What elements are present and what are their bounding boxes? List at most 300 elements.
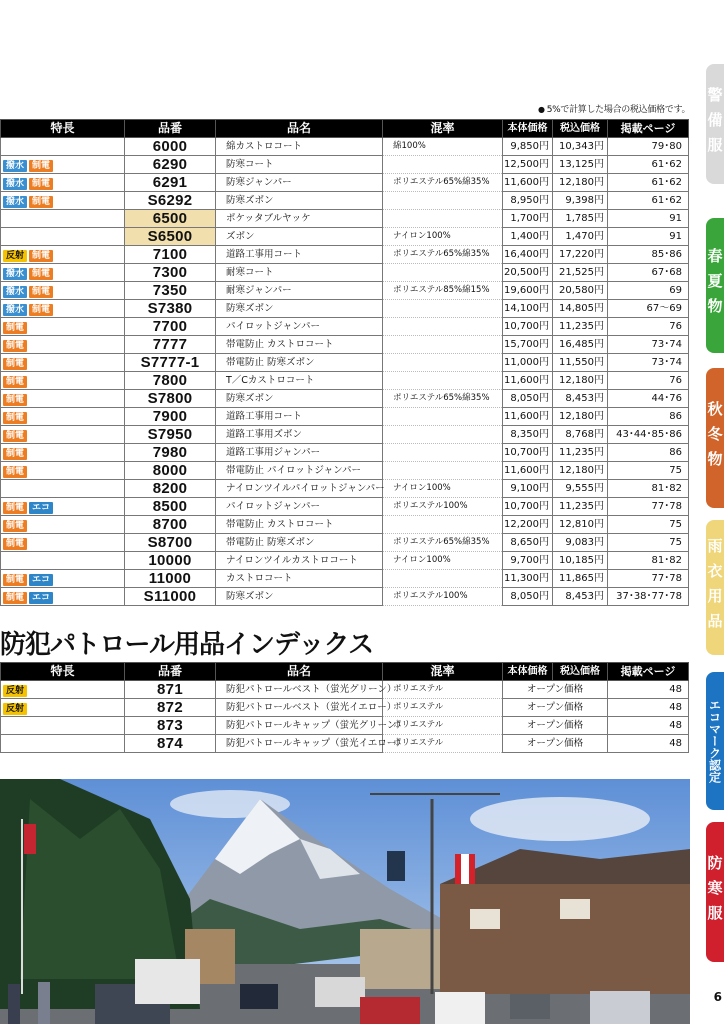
base-price: 11,600円 [503, 462, 553, 480]
feature-badge: 撥水 [3, 286, 27, 298]
fabric-mix: ポリエステル65%綿35% [383, 390, 503, 408]
feature-cell [1, 390, 125, 408]
base-price: 1,400円 [503, 228, 553, 246]
feature-cell [1, 534, 125, 552]
feature-badge: 制電 [29, 196, 53, 208]
table-row [1, 462, 689, 480]
tax-price: 13,125円 [553, 156, 608, 174]
fabric-mix: ポリエステル [383, 681, 503, 699]
feature-cell [1, 570, 125, 588]
feature-badge: 撥水 [3, 304, 27, 316]
product-code: S11000 [125, 588, 216, 606]
product-code: S7800 [125, 390, 216, 408]
fabric-mix [383, 516, 503, 534]
product-name: カストロコート [216, 570, 383, 588]
feature-cell [1, 138, 125, 156]
product-index-table [0, 119, 689, 606]
patrol-index-table [0, 662, 689, 753]
catalog-page: 48 [608, 699, 689, 717]
fabric-mix [383, 426, 503, 444]
product-code: 7350 [125, 282, 216, 300]
fabric-mix: ポリエステル65%綿35% [383, 174, 503, 192]
product-code: 8200 [125, 480, 216, 498]
product-name: ナイロンツイルパイロットジャンパー [216, 480, 383, 498]
header-base-price: 本体価格 [503, 120, 553, 138]
table-row [1, 717, 689, 735]
product-name: 道路工事用ズボン [216, 426, 383, 444]
feature-badge: 制電 [3, 574, 27, 586]
fabric-mix: ポリエステル100% [383, 498, 503, 516]
base-price: 10,700円 [503, 498, 553, 516]
feature-cell [1, 318, 125, 336]
category-tab-label: 警備服 [705, 86, 724, 162]
product-code: 6500 [125, 210, 216, 228]
feature-badge: エコ [29, 502, 53, 514]
feature-cell [1, 264, 125, 282]
header-code: 品番 [125, 120, 216, 138]
product-code: S6500 [125, 228, 216, 246]
tax-price: 12,810円 [553, 516, 608, 534]
fabric-mix [383, 354, 503, 372]
feature-badge: 撥水 [3, 268, 27, 280]
product-code: 871 [125, 681, 216, 699]
product-code: 7300 [125, 264, 216, 282]
product-code: 6291 [125, 174, 216, 192]
base-price: 1,700円 [503, 210, 553, 228]
fabric-mix: ポリエステル [383, 699, 503, 717]
table-row [1, 336, 689, 354]
tax-price: 11,550円 [553, 354, 608, 372]
product-code: 7700 [125, 318, 216, 336]
table-row [1, 156, 689, 174]
product-name: 帯電防止 カストロコート [216, 516, 383, 534]
category-tab[interactable] [706, 520, 724, 655]
base-price: 11,600円 [503, 408, 553, 426]
fabric-mix: ポリエステル [383, 717, 503, 735]
tax-price: 9,083円 [553, 534, 608, 552]
product-name: 帯電防止 防寒ズボン [216, 354, 383, 372]
feature-badge: 制電 [3, 502, 27, 514]
fabric-mix [383, 318, 503, 336]
catalog-page: 91 [608, 210, 689, 228]
product-code: 6000 [125, 138, 216, 156]
table-header-row [1, 120, 689, 138]
table-row [1, 210, 689, 228]
feature-badge: 制電 [3, 430, 27, 442]
feature-badge: 制電 [3, 538, 27, 550]
table-row [1, 246, 689, 264]
base-price: 8,950円 [503, 192, 553, 210]
product-code: 7900 [125, 408, 216, 426]
feature-cell [1, 156, 125, 174]
tax-price: 11,235円 [553, 444, 608, 462]
product-name: ナイロンツイルカストロコート [216, 552, 383, 570]
base-price: 14,100円 [503, 300, 553, 318]
base-price: 20,500円 [503, 264, 553, 282]
tax-price: 10,185円 [553, 552, 608, 570]
product-name: 帯電防止 カストロコート [216, 336, 383, 354]
catalog-page: 61･62 [608, 174, 689, 192]
table-row [1, 516, 689, 534]
product-code: 7800 [125, 372, 216, 390]
category-tab-label: エコマーク認定 [707, 699, 722, 783]
base-price: 9,700円 [503, 552, 553, 570]
feature-badge: 制電 [3, 592, 27, 604]
table-row [1, 138, 689, 156]
fabric-mix [383, 444, 503, 462]
product-code: 872 [125, 699, 216, 717]
product-name: 道路工事用コート [216, 246, 383, 264]
product-code: 10000 [125, 552, 216, 570]
category-tab[interactable] [706, 218, 724, 353]
tax-price: 8,453円 [553, 390, 608, 408]
product-code: S7950 [125, 426, 216, 444]
product-code: 7100 [125, 246, 216, 264]
catalog-page: 76 [608, 318, 689, 336]
catalog-page: 73･74 [608, 336, 689, 354]
category-tab-label: 秋冬物 [705, 400, 724, 476]
base-price: 9,100円 [503, 480, 553, 498]
product-name: 防寒ズボン [216, 300, 383, 318]
feature-badge: 制電 [3, 322, 27, 334]
product-code: 874 [125, 735, 216, 753]
base-price: 8,650円 [503, 534, 553, 552]
tax-price: 12,180円 [553, 372, 608, 390]
feature-badge: 制電 [3, 520, 27, 532]
product-name: 帯電防止 防寒ズボン [216, 534, 383, 552]
catalog-page: 67･68 [608, 264, 689, 282]
table-row [1, 264, 689, 282]
feature-cell [1, 717, 125, 735]
base-price: 11,300円 [503, 570, 553, 588]
tax-price: 1,785円 [553, 210, 608, 228]
table-row [1, 174, 689, 192]
tax-price: 8,453円 [553, 588, 608, 606]
catalog-page: 77･78 [608, 498, 689, 516]
tax-price: 11,235円 [553, 498, 608, 516]
product-code: 7777 [125, 336, 216, 354]
feature-badge: 撥水 [3, 196, 27, 208]
product-name: T／Cカストロコート [216, 372, 383, 390]
fabric-mix [383, 300, 503, 318]
header-mix: 混率 [383, 120, 503, 138]
feature-badge: 制電 [3, 358, 27, 370]
product-name: 道路工事用ジャンパー [216, 444, 383, 462]
table-row [1, 552, 689, 570]
feature-badge: 制電 [29, 160, 53, 172]
catalog-page: 61･62 [608, 192, 689, 210]
catalog-page: 81･82 [608, 552, 689, 570]
catalog-page: 85･86 [608, 246, 689, 264]
table-row [1, 300, 689, 318]
feature-cell [1, 552, 125, 570]
tax-note: ● 5%で計算した場合の税込価格です。 [538, 102, 690, 115]
fabric-mix [383, 192, 503, 210]
feature-badge: 制電 [3, 412, 27, 424]
header-page: 掲載ページ [608, 120, 689, 138]
product-name: 道路工事用コート [216, 408, 383, 426]
product-name: 綿カストロコート [216, 138, 383, 156]
tax-price: 8,768円 [553, 426, 608, 444]
fabric-mix: ナイロン100% [383, 552, 503, 570]
fabric-mix [383, 264, 503, 282]
table-header-row [1, 663, 689, 681]
header-page: 掲載ページ [608, 663, 689, 681]
product-code: 8000 [125, 462, 216, 480]
header-code: 品番 [125, 663, 216, 681]
table-row [1, 681, 689, 699]
catalog-page: 81･82 [608, 480, 689, 498]
catalog-page: 91 [608, 228, 689, 246]
fabric-mix [383, 210, 503, 228]
table-row [1, 570, 689, 588]
fabric-mix: ナイロン100% [383, 228, 503, 246]
catalog-page: 86 [608, 408, 689, 426]
base-price: 11,000円 [503, 354, 553, 372]
header-mix: 混率 [383, 663, 503, 681]
base-price: 8,050円 [503, 588, 553, 606]
catalog-page: 61･62 [608, 156, 689, 174]
page-number: 6 [713, 990, 722, 1004]
product-name: 防寒ジャンパー [216, 174, 383, 192]
price-open: オープン価格 [503, 681, 608, 699]
tax-price: 12,180円 [553, 174, 608, 192]
fabric-mix: ポリエステル85%綿15% [383, 282, 503, 300]
table-row [1, 498, 689, 516]
base-price: 10,700円 [503, 444, 553, 462]
feature-cell [1, 699, 125, 717]
tax-price: 9,398円 [553, 192, 608, 210]
section-title-patrol: 防犯パトロール用品インデックス [0, 630, 374, 660]
feature-badge: 反射 [3, 703, 27, 715]
feature-badge: 制電 [29, 178, 53, 190]
tax-price: 11,235円 [553, 318, 608, 336]
product-name: パイロットジャンパー [216, 318, 383, 336]
fabric-mix [383, 156, 503, 174]
fabric-mix: 綿100% [383, 138, 503, 156]
feature-badge: 制電 [3, 394, 27, 406]
product-name: 防犯パトロールベスト（蛍光グリーン） [216, 681, 383, 699]
product-code: S6292 [125, 192, 216, 210]
catalog-page: 48 [608, 735, 689, 753]
feature-cell [1, 516, 125, 534]
category-tab[interactable] [706, 368, 724, 508]
feature-cell [1, 426, 125, 444]
catalog-page: 48 [608, 681, 689, 699]
product-name: ポケッタブルヤッケ [216, 210, 383, 228]
product-name: 防犯パトロールキャップ（蛍光グリーン） [216, 717, 383, 735]
category-tab[interactable] [706, 672, 724, 810]
header-tax-price: 税込価格 [553, 120, 608, 138]
product-code: 11000 [125, 570, 216, 588]
product-code: S7380 [125, 300, 216, 318]
price-open: オープン価格 [503, 735, 608, 753]
product-name: 防寒ズボン [216, 390, 383, 408]
catalog-page: 75 [608, 534, 689, 552]
catalog-page: 76 [608, 372, 689, 390]
base-price: 8,350円 [503, 426, 553, 444]
tax-price: 17,220円 [553, 246, 608, 264]
table-row [1, 480, 689, 498]
fabric-mix: ナイロン100% [383, 480, 503, 498]
product-name: 防寒コート [216, 156, 383, 174]
base-price: 11,600円 [503, 372, 553, 390]
fabric-mix [383, 372, 503, 390]
catalog-page: 48 [608, 717, 689, 735]
product-code: 7980 [125, 444, 216, 462]
product-code: 6290 [125, 156, 216, 174]
feature-cell [1, 246, 125, 264]
product-name: 防寒ズボン [216, 588, 383, 606]
product-name: 耐寒コート [216, 264, 383, 282]
tax-price: 14,805円 [553, 300, 608, 318]
catalog-page: 44･76 [608, 390, 689, 408]
product-code: 8500 [125, 498, 216, 516]
feature-cell [1, 681, 125, 699]
feature-cell [1, 336, 125, 354]
header-name: 品名 [216, 120, 383, 138]
tax-price: 12,180円 [553, 408, 608, 426]
base-price: 9,850円 [503, 138, 553, 156]
table-row [1, 735, 689, 753]
table-row [1, 408, 689, 426]
feature-badge: 制電 [3, 448, 27, 460]
feature-badge: 制電 [3, 376, 27, 388]
feature-cell [1, 300, 125, 318]
fabric-mix: ポリエステル65%綿35% [383, 246, 503, 264]
catalog-page: 77･78 [608, 570, 689, 588]
tax-price: 12,180円 [553, 462, 608, 480]
table-row [1, 318, 689, 336]
fabric-mix [383, 462, 503, 480]
base-price: 12,500円 [503, 156, 553, 174]
header-name: 品名 [216, 663, 383, 681]
feature-badge: 制電 [3, 466, 27, 478]
product-name: 耐寒ジャンパー [216, 282, 383, 300]
tax-price: 10,343円 [553, 138, 608, 156]
table-row [1, 372, 689, 390]
table-row [1, 444, 689, 462]
table-row [1, 354, 689, 372]
tax-price: 11,865円 [553, 570, 608, 588]
feature-badge: 制電 [29, 250, 53, 262]
table-row [1, 699, 689, 717]
feature-cell [1, 372, 125, 390]
product-code: 8700 [125, 516, 216, 534]
feature-cell [1, 588, 125, 606]
catalog-page: 73･74 [608, 354, 689, 372]
catalog-page: 69 [608, 282, 689, 300]
table-row [1, 192, 689, 210]
price-open: オープン価格 [503, 717, 608, 735]
feature-cell [1, 210, 125, 228]
base-price: 12,200円 [503, 516, 553, 534]
category-tab-label: 雨衣用品 [705, 537, 724, 638]
feature-badge: 制電 [29, 286, 53, 298]
price-open: オープン価格 [503, 699, 608, 717]
fabric-mix [383, 570, 503, 588]
feature-cell [1, 192, 125, 210]
table-row [1, 282, 689, 300]
catalog-page: 75 [608, 462, 689, 480]
catalog-page: 86 [608, 444, 689, 462]
catalog-page: 67〜69 [608, 300, 689, 318]
catalog-page: 37･38･77･78 [608, 588, 689, 606]
category-tab[interactable] [706, 64, 724, 184]
header-tax-price: 税込価格 [553, 663, 608, 681]
product-code: 873 [125, 717, 216, 735]
base-price: 8,050円 [503, 390, 553, 408]
feature-badge: エコ [29, 574, 53, 586]
table-row [1, 390, 689, 408]
header-base-price: 本体価格 [503, 663, 553, 681]
feature-cell [1, 480, 125, 498]
feature-badge: 反射 [3, 250, 27, 262]
header-feature: 特長 [1, 120, 125, 138]
feature-badge: 撥水 [3, 178, 27, 190]
feature-cell [1, 354, 125, 372]
feature-badge: 制電 [29, 304, 53, 316]
category-tab-label: 春夏物 [705, 248, 724, 323]
category-tab[interactable] [706, 822, 724, 962]
feature-cell [1, 735, 125, 753]
feature-badge: 制電 [29, 268, 53, 280]
fabric-mix [383, 336, 503, 354]
table-row [1, 588, 689, 606]
table-row [1, 534, 689, 552]
tax-price: 1,470円 [553, 228, 608, 246]
product-code: S7777-1 [125, 354, 216, 372]
feature-cell [1, 174, 125, 192]
fabric-mix [383, 408, 503, 426]
table-row [1, 228, 689, 246]
base-price: 15,700円 [503, 336, 553, 354]
feature-badge: エコ [29, 592, 53, 604]
tax-price: 21,525円 [553, 264, 608, 282]
product-name: パイロットジャンパー [216, 498, 383, 516]
tax-price: 9,555円 [553, 480, 608, 498]
catalog-page: 75 [608, 516, 689, 534]
catalog-page: 43･44･85･86 [608, 426, 689, 444]
base-price: 16,400円 [503, 246, 553, 264]
base-price: 11,600円 [503, 174, 553, 192]
feature-cell [1, 498, 125, 516]
town-street-photo [0, 779, 690, 1024]
feature-cell [1, 408, 125, 426]
header-feature: 特長 [1, 663, 125, 681]
feature-cell [1, 228, 125, 246]
feature-badge: 反射 [3, 685, 27, 697]
catalog-page: 79･80 [608, 138, 689, 156]
product-name: 防寒ズボン [216, 192, 383, 210]
fabric-mix: ポリエステル100% [383, 588, 503, 606]
feature-cell [1, 282, 125, 300]
product-name: 帯電防止 パイロットジャンパー [216, 462, 383, 480]
base-price: 10,700円 [503, 318, 553, 336]
tax-price: 20,580円 [553, 282, 608, 300]
product-name: 防犯パトロールベスト（蛍光イエロー） [216, 699, 383, 717]
base-price: 19,600円 [503, 282, 553, 300]
feature-badge: 制電 [3, 340, 27, 352]
fabric-mix: ポリエステル [383, 735, 503, 753]
product-name: 防犯パトロールキャップ（蛍光イエロー） [216, 735, 383, 753]
tax-price: 16,485円 [553, 336, 608, 354]
table-row [1, 426, 689, 444]
product-name: ズボン [216, 228, 383, 246]
feature-cell [1, 462, 125, 480]
product-code: S8700 [125, 534, 216, 552]
fabric-mix: ポリエステル65%綿35% [383, 534, 503, 552]
